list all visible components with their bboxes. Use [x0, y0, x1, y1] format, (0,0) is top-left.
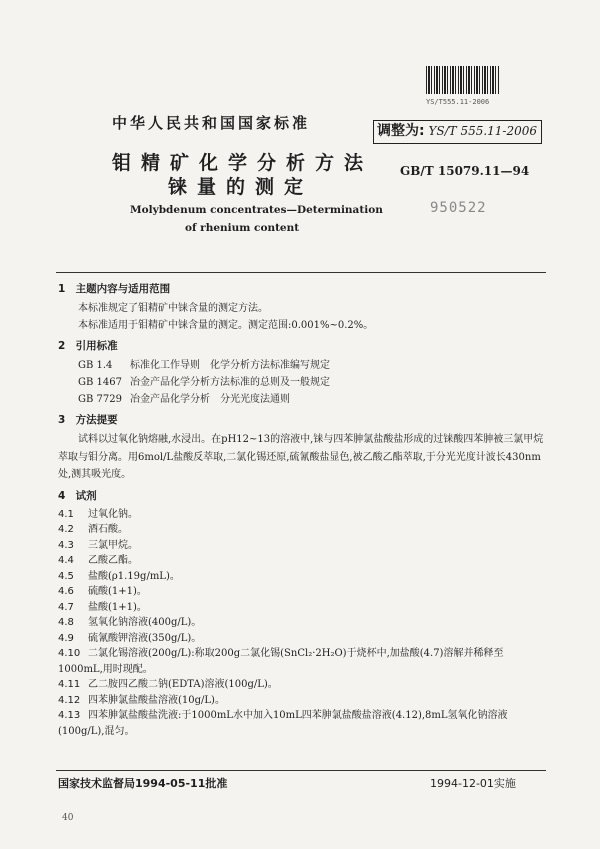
reagent-item — [58, 693, 548, 709]
reagent-number: 4.8 — [58, 617, 74, 628]
reagent-number: 4.3 — [58, 539, 74, 551]
reagent-item — [58, 708, 548, 739]
reagent-number: 4.2 — [58, 524, 74, 535]
reagent-item — [58, 631, 548, 647]
reagent-number: 4.4 — [58, 555, 74, 566]
reagent-number: 4.12 — [58, 694, 81, 706]
footer-divider — [56, 770, 546, 771]
reagent-item — [58, 646, 548, 677]
section-number: 2 — [58, 340, 66, 352]
section-number: 3 — [58, 414, 66, 426]
barcode-icon — [426, 66, 500, 94]
reference-text: 冶金产品化学分析 分光光度法通则 — [130, 394, 290, 405]
serial-number: 950522 — [430, 200, 487, 216]
document-title-line2: 铼量的测定 — [168, 176, 314, 198]
page-number: 40 — [62, 813, 74, 823]
reagent-text: 二氯化锡溶液(200g/L):称取200g二氯化锡(SnCl₂·2H₂O)于烧杯中,加盐酸(4.7)溶解并稀释至1000mL,用时现配。 — [58, 648, 504, 675]
reagent-number: 4.10 — [58, 648, 81, 659]
reagent-number: 4.1 — [58, 508, 74, 520]
section-heading — [58, 411, 548, 429]
reagent-number: 4.11 — [58, 679, 81, 690]
barcode-text: YS/T555.11-2006 — [426, 98, 490, 106]
english-title-line2: of rhenium content — [185, 222, 300, 234]
effective-date: 1994-12-01实施 — [430, 777, 516, 790]
reagent-item — [58, 584, 548, 600]
reagent-text: 乙酸乙酯。 — [88, 555, 138, 566]
reference-code: GB 1467 — [78, 377, 122, 388]
section-number: 4 — [58, 489, 66, 502]
reagent-text: 四苯胂氯盐酸盐溶液(10g/L)。 — [88, 694, 225, 706]
section-heading — [58, 487, 548, 505]
reference-code: GB 1.4 — [78, 360, 113, 371]
reagent-number: 4.5 — [58, 570, 74, 582]
method-summary: 试料以过氧化钠熔融,水浸出。在pH12~13的溶液中,铼与四苯胂氯盐酸盐形成的过铼酸四苯胂被三氯甲烷萃取与钼分离。用6mol/L盐酸反萃取,二氯化锡还原,硫氰酸盐显色,被乙酸乙酯萃取,于分光光度计波长430nm处,测其吸光度。 — [58, 434, 544, 480]
reagent-item — [58, 553, 548, 569]
standard-number: GB/T 15079.11—94 — [400, 164, 530, 178]
reagent-text: 盐酸(1+1)。 — [88, 601, 147, 613]
document-title-line1: 钼精矿化学分析方法 — [112, 152, 374, 174]
section-2 — [58, 337, 548, 408]
stamp-label: 调整为: — [377, 123, 425, 139]
reagent-item — [58, 522, 548, 538]
section-title: 引用标准 — [75, 340, 118, 352]
reagent-item — [58, 677, 548, 693]
reagent-text: 四苯胂氯盐酸盐洗液:于1000mL水中加入10mL四苯胂氯盐酸盐溶液(4.12),8mL氢氧化钠溶液(100g/L),混匀。 — [58, 710, 508, 737]
section-4 — [58, 487, 548, 740]
section-3 — [58, 411, 548, 484]
reference-text: 标准化工作导则 化学分析方法标准编写规定 — [130, 360, 330, 371]
reagent-item — [58, 569, 548, 585]
country-standard-heading: 中华人民共和国国家标准 — [112, 114, 311, 132]
reference-item — [58, 391, 548, 408]
section-heading — [58, 280, 548, 298]
document-body — [58, 280, 548, 742]
reagent-number: 4.7 — [58, 601, 74, 613]
reference-code: GB 7729 — [78, 394, 122, 405]
reagent-text: 乙二胺四乙酸二钠(EDTA)溶液(100g/L)。 — [88, 679, 278, 690]
english-title-line1: Molybdenum concentrates—Determination — [130, 204, 383, 216]
reagent-text: 氢氧化钠溶液(400g/L)。 — [88, 617, 202, 628]
stamp-value: YS/T 555.11-2006 — [428, 124, 538, 138]
paragraph: 本标准适用于钼精矿中铼含量的测定。测定范围:0.001%~0.2%。 — [78, 320, 374, 331]
reference-item — [58, 357, 548, 374]
paragraph: 本标准规定了钼精矿中铼含量的测定方法。 — [78, 303, 268, 314]
reagent-number: 4.13 — [58, 710, 81, 721]
reagent-text: 三氯甲烷。 — [88, 539, 138, 551]
section-title: 试剂 — [75, 489, 97, 502]
section-heading — [58, 337, 548, 355]
reagent-text: 盐酸(ρ1.19g/mL)。 — [88, 570, 180, 582]
section-title: 方法提要 — [75, 414, 118, 426]
reagent-text: 硫酸(1+1)。 — [88, 586, 147, 597]
reference-text: 冶金产品化学分析方法标准的总则及一般规定 — [130, 377, 330, 388]
reagent-text: 酒石酸。 — [88, 524, 128, 535]
reagent-text: 过氧化钠。 — [88, 508, 138, 520]
reference-item — [58, 374, 548, 391]
section-title: 主题内容与适用范围 — [75, 283, 171, 295]
approval-date: 国家技术监督局1994-05-11批准 — [58, 777, 228, 790]
section-1 — [58, 280, 548, 334]
reagent-text: 硫氰酸钾溶液(350g/L)。 — [88, 632, 202, 644]
reagent-item — [58, 615, 548, 631]
header-divider — [56, 272, 546, 273]
reagent-item — [58, 507, 548, 523]
reagent-item — [58, 538, 548, 554]
reagent-list — [58, 507, 548, 740]
adjustment-stamp — [373, 120, 542, 144]
section-number: 1 — [58, 283, 66, 295]
reagent-item — [58, 600, 548, 616]
reagent-number: 4.6 — [58, 586, 74, 597]
reagent-number: 4.9 — [58, 632, 74, 644]
